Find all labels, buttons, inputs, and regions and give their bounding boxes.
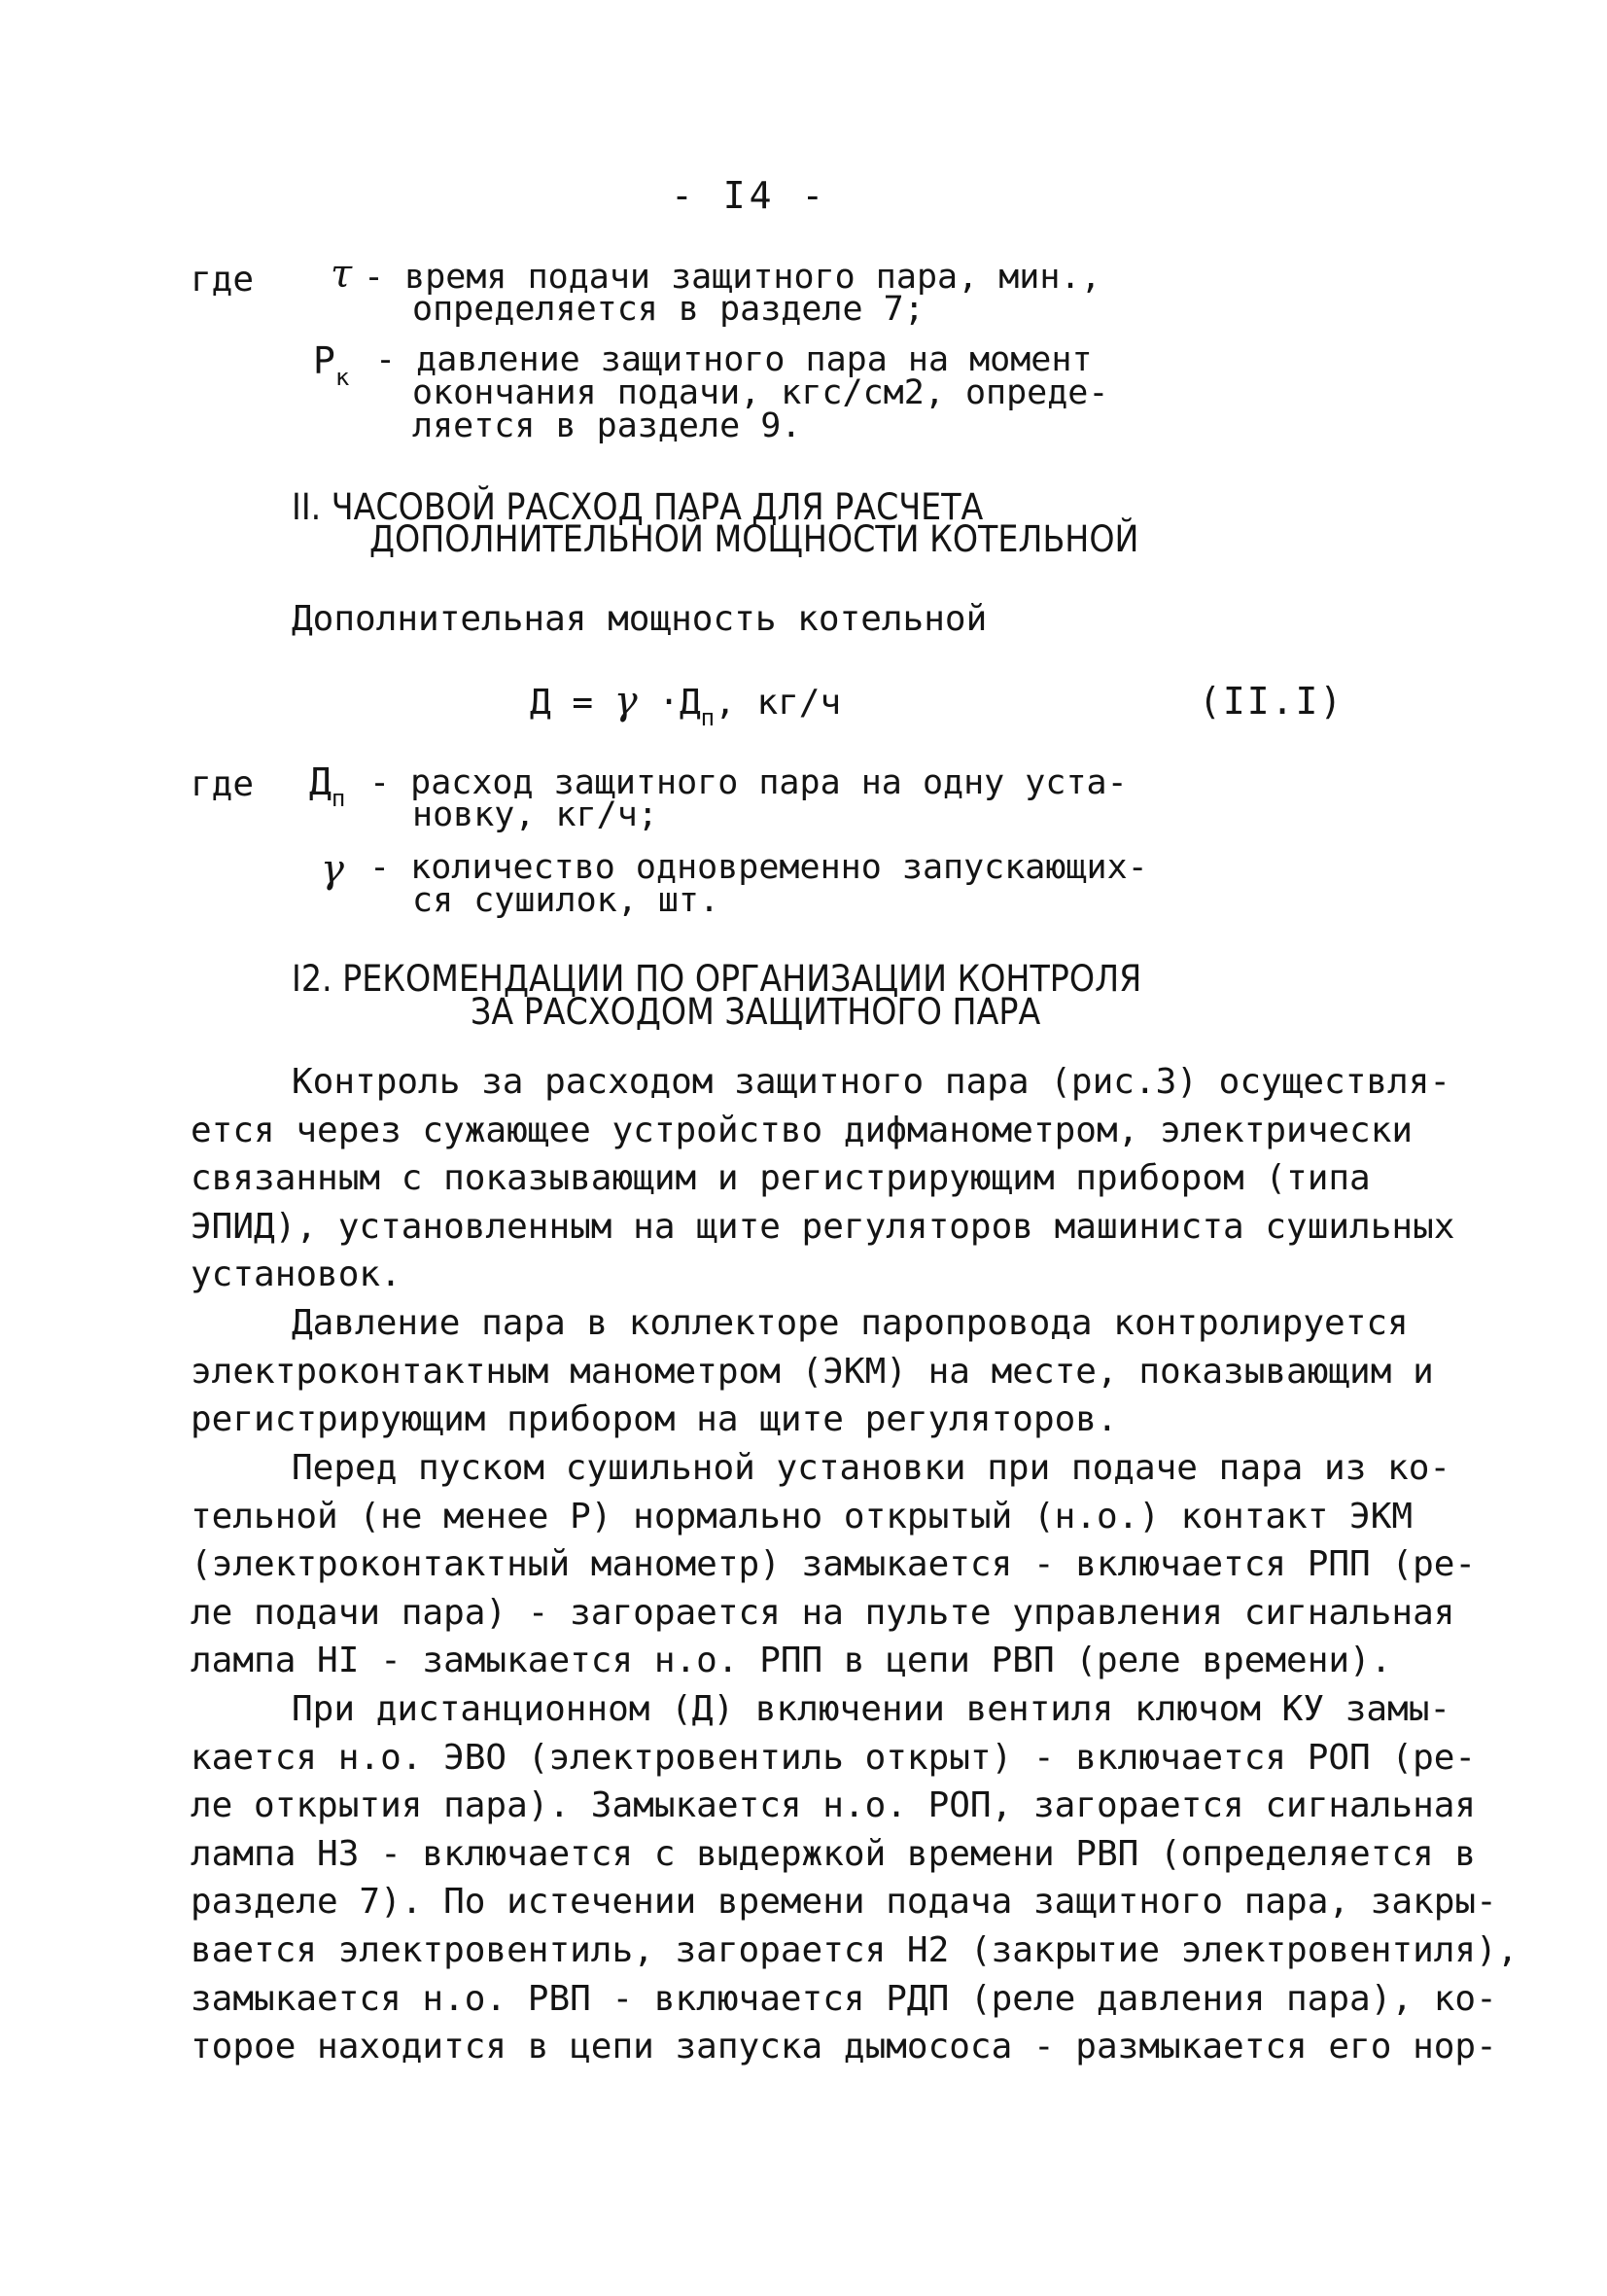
section-heading-11-cont: ДОПОЛНИТЕЛЬНОЙ МОЩНОСТИ КОТЕЛЬНОЙ: [369, 518, 1139, 560]
paragraph-line: Перед пуском сушильной установки при подаче пара из ко-: [292, 1448, 1451, 1488]
paragraph-line: электроконтактным манометром (ЭКМ) на месте, показывающим и: [191, 1351, 1434, 1392]
definition-dp: [309, 759, 345, 811]
paragraph-2: [191, 1299, 1434, 1444]
section-heading-11: II. ЧАСОВОЙ РАСХОД ПАРА ДЛЯ РАСЧЕТА: [292, 486, 984, 528]
definition-line: - расход защитного пара на одну уста-: [369, 763, 1128, 802]
paragraph-line: Давление пара в коллекторе паропровода контролируется: [292, 1303, 1409, 1343]
definition-line: определяется в разделе 7;: [412, 290, 925, 329]
paragraph-line: кается н.о. ЭВО (электровентиль открыт) - включается РОП (ре-: [191, 1737, 1477, 1778]
definition-tau: [331, 251, 352, 300]
paragraph-3: [191, 1444, 1477, 1685]
paragraph-line: разделе 7). По истечении времени подача защитного пара, закры-: [191, 1882, 1497, 1923]
paragraph-line: связанным с показывающим и регистрирующим прибором (типа: [191, 1158, 1371, 1199]
definition-subscript: к: [334, 364, 350, 391]
paragraph-line: лампа HI - замыкается н.о. РПП в цепи РВП (реле времени).: [191, 1641, 1392, 1681]
paragraph-line: лампа НЗ - включается с выдержкой времени РВП (определяется в: [191, 1833, 1477, 1874]
definition-pk: [313, 337, 349, 390]
definition-gamma: [321, 846, 344, 895]
definition-line: - давление защитного пара на момент: [375, 340, 1093, 379]
paragraph-line: установок.: [191, 1254, 402, 1295]
where-label: где: [191, 764, 255, 804]
definition-symbol: τ: [331, 252, 353, 297]
paragraph-line: замыкается н.о. РВП - включается РДП (реле давления пара), ко-: [191, 1978, 1497, 2019]
paragraph-line: При дистанционном (Д) включении вентиля ключом КУ замы-: [292, 1689, 1451, 1729]
paragraph-line: Контроль за расходом защитного пара (рис.3) осуществля-: [292, 1062, 1451, 1102]
paragraph-line: ЭПИД), установленным на щите регуляторов машиниста сушильных: [191, 1206, 1455, 1247]
definition-line: окончания подачи, кгс/см2, опреде-: [412, 373, 1109, 412]
definition-subscript: п: [331, 785, 346, 812]
paragraph-line: (электроконтактный манометр) замыкается - включается РПП (ре-: [191, 1544, 1477, 1585]
section-heading-12: I2. РЕКОМЕНДАЦИИ ПО ОРГАНИЗАЦИИ КОНТРОЛЯ: [292, 958, 1142, 1000]
definition-symbol: Д: [309, 760, 332, 803]
definition-line: ляется в разделе 9.: [412, 406, 802, 445]
definition-line: новку, кг/ч;: [412, 795, 658, 834]
paragraph-4: [191, 1685, 1519, 2071]
section-heading-12-cont: ЗА РАСХОДОМ ЗАЩИТНОГО ПАРА: [471, 991, 1041, 1033]
definition-line: - количество одновременно запускающих-: [369, 848, 1148, 887]
paragraph-1: [191, 1058, 1455, 1299]
where-label: где: [191, 260, 255, 300]
equation-rhs: , кг/ч: [715, 683, 842, 723]
intro-text: Дополнительная мощность котельной: [292, 599, 988, 639]
equation-symbol: γ: [613, 679, 638, 724]
equation-mid: ·Д: [637, 683, 701, 723]
paragraph-line: ле подачи пара) - загорается на пульте управления сигнальная: [191, 1592, 1455, 1633]
definition-line: ся сушилок, шт.: [412, 881, 720, 920]
definition-line: - время подачи защитного пара, мин.,: [364, 258, 1101, 297]
paragraph-line: ле открытия пара). Замыкается н.о. РОП, загорается сигнальная: [191, 1785, 1477, 1826]
equation: [530, 678, 841, 730]
equation-subscript: п: [700, 704, 716, 731]
equation-lhs: Д =: [530, 683, 614, 723]
page-number: - I4 -: [671, 174, 828, 217]
paragraph-line: тельной (не менее Р) нормально открытый (н.о.) контакт ЭКМ: [191, 1496, 1414, 1537]
equation-number: (II.I): [1199, 680, 1345, 723]
paragraph-line: регистрирующим прибором на щите регуляторов.: [191, 1399, 1118, 1440]
paragraph-line: торое находится в цепи запуска дымососа - размыкается его нор-: [191, 2027, 1497, 2067]
definition-symbol: P: [313, 339, 335, 382]
paragraph-line: вается электровентиль, загорается Н2 (закрытие электровентиля),: [191, 1929, 1519, 1970]
definition-symbol: γ: [321, 847, 344, 892]
paragraph-line: ется через сужающее устройство дифманометром, электрически: [191, 1110, 1414, 1150]
